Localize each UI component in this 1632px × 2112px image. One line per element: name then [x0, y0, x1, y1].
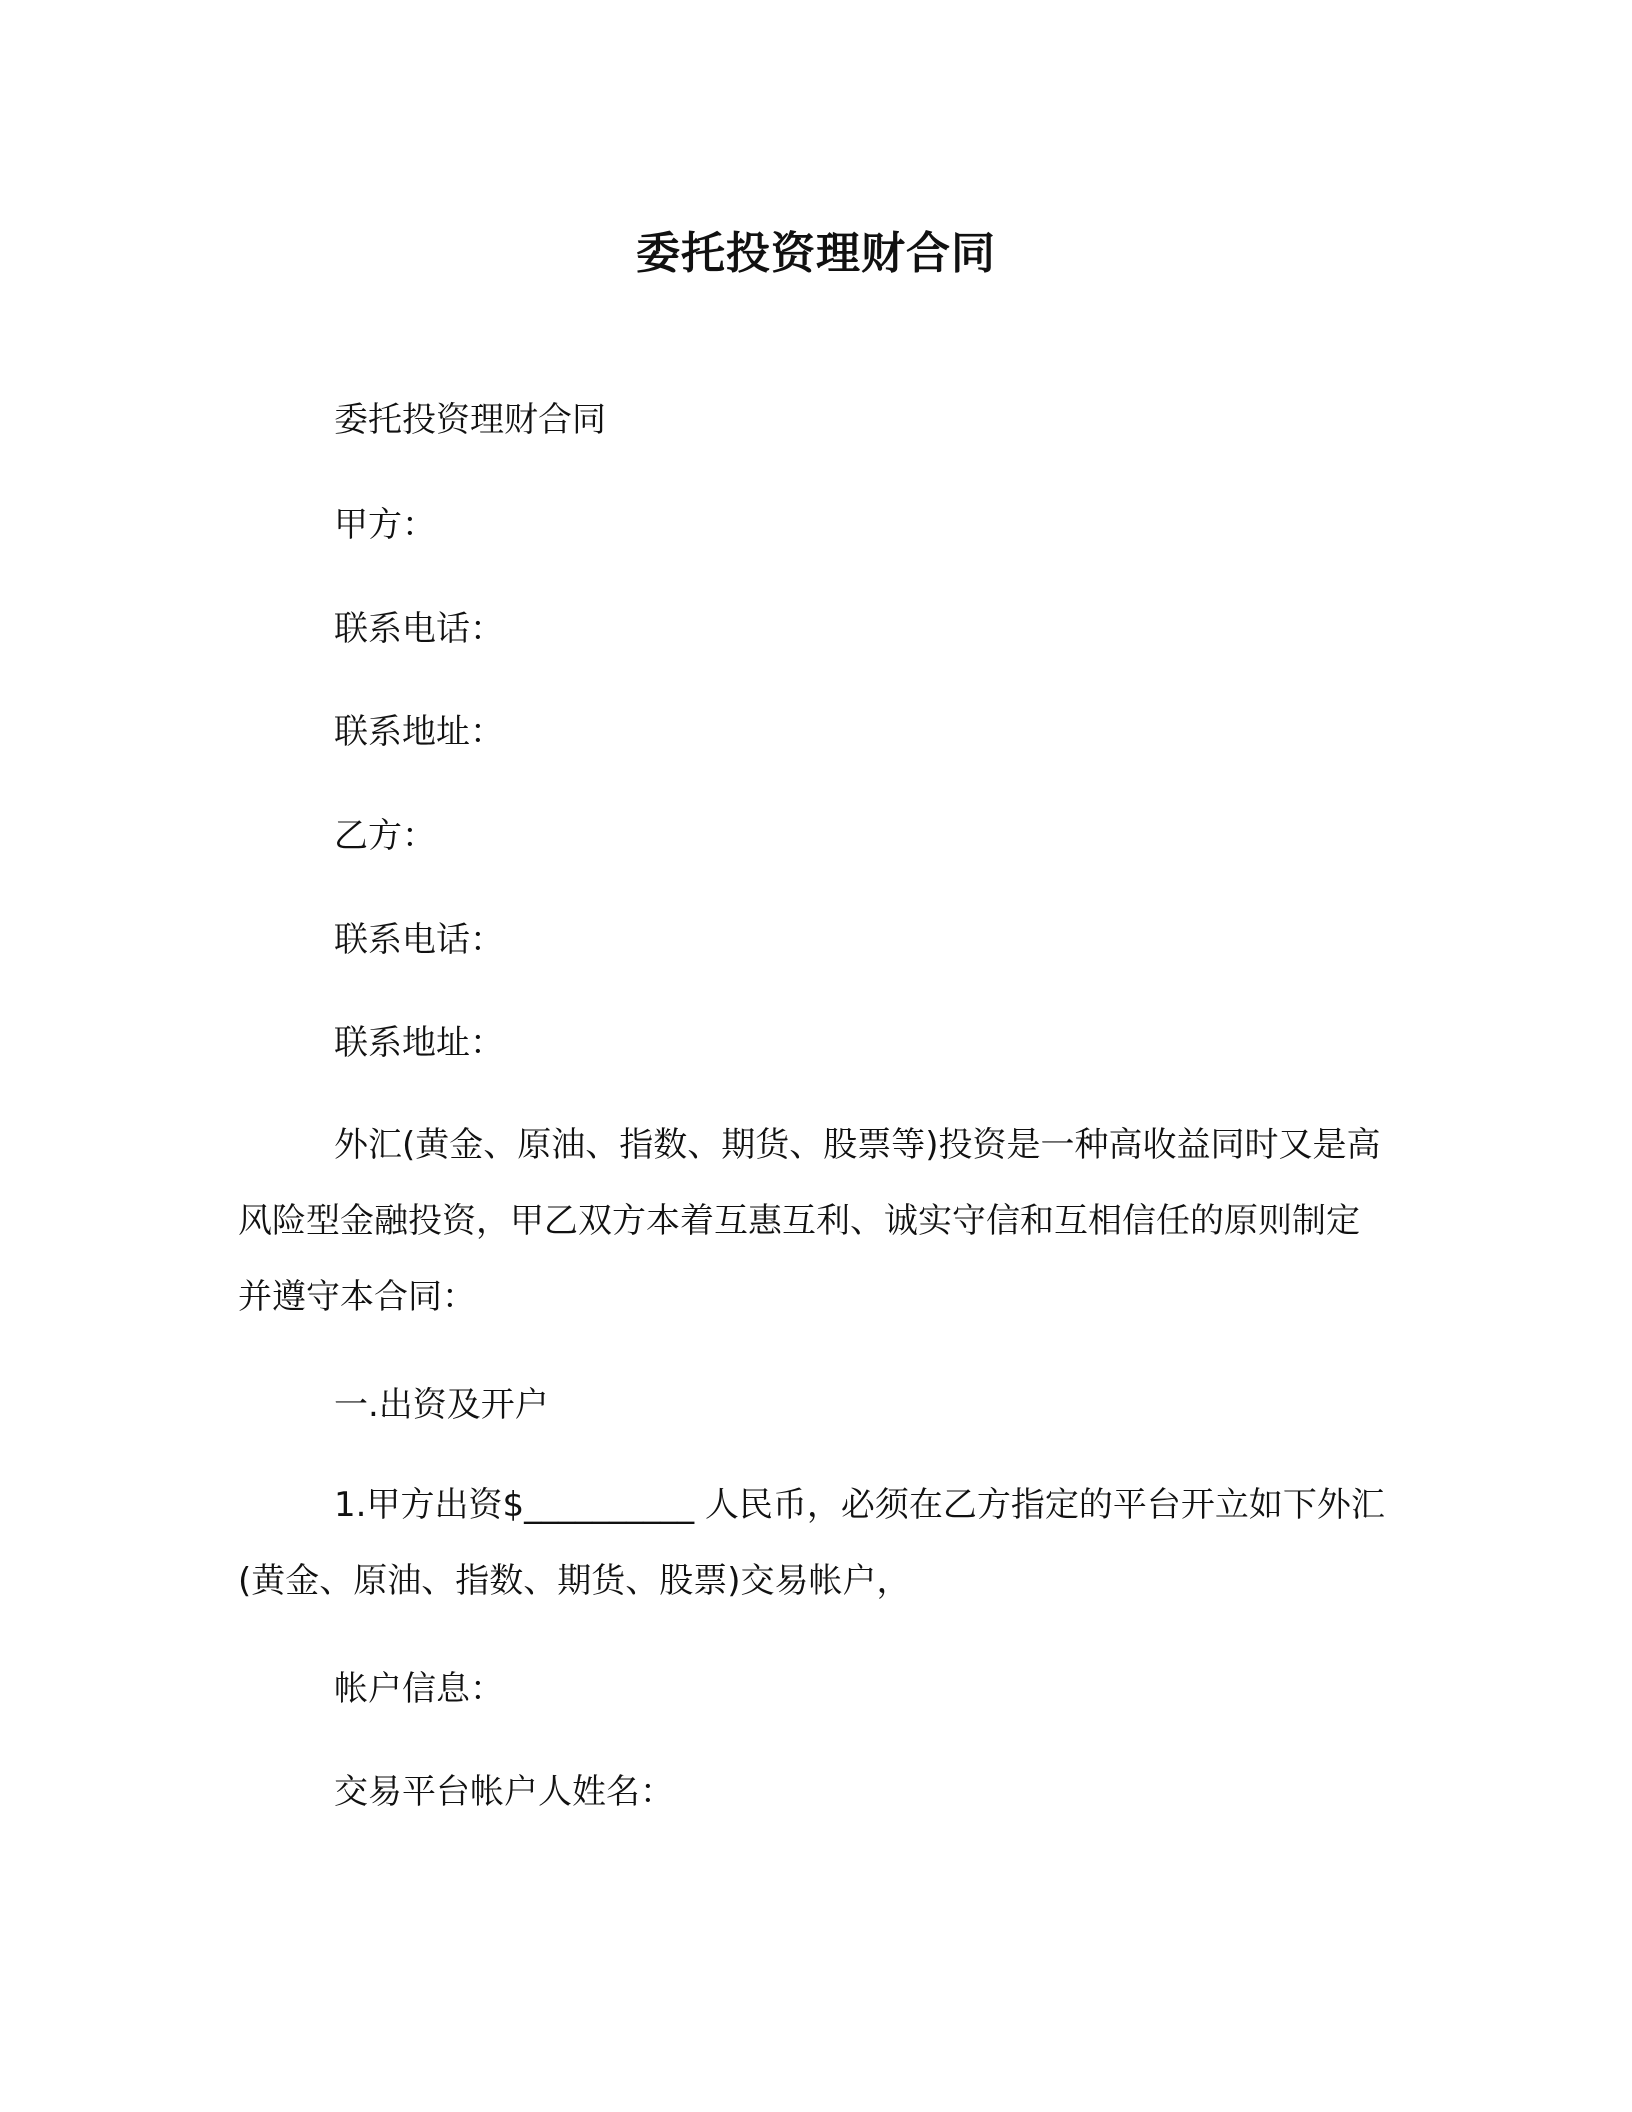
- account-info-label: 帐户信息：: [334, 1669, 504, 1709]
- account-holder-name-label: 交易平台帐户人姓名：: [334, 1772, 674, 1812]
- party-b-label: 乙方：: [334, 816, 436, 856]
- preamble-paragraph: 外汇(黄金、原油、指数、期货、股票等)投资是一种高收益同时又是高风险型金融投资，甲乙双方本着互惠互利、诚实守信和互相信任的原则制定并遵守本合同：: [238, 1125, 1381, 1317]
- document-title: 委托投资理财合同: [636, 228, 996, 279]
- party-a-phone-label: 联系电话：: [334, 609, 504, 649]
- party-b-address-label: 联系地址：: [334, 1023, 504, 1063]
- section-1-heading: 一.出资及开户: [334, 1385, 549, 1425]
- party-a-address-label: 联系地址：: [334, 712, 504, 752]
- contract-subtitle: 委托投资理财合同: [334, 400, 606, 440]
- party-b-phone-label: 联系电话：: [334, 920, 504, 960]
- clause-1-paragraph: 1.甲方出资$__________ 人民币，必须在乙方指定的平台开立如下外汇(黄金、原油、指数、期货、股票)交易帐户，: [238, 1485, 1385, 1601]
- party-a-label: 甲方：: [334, 505, 436, 545]
